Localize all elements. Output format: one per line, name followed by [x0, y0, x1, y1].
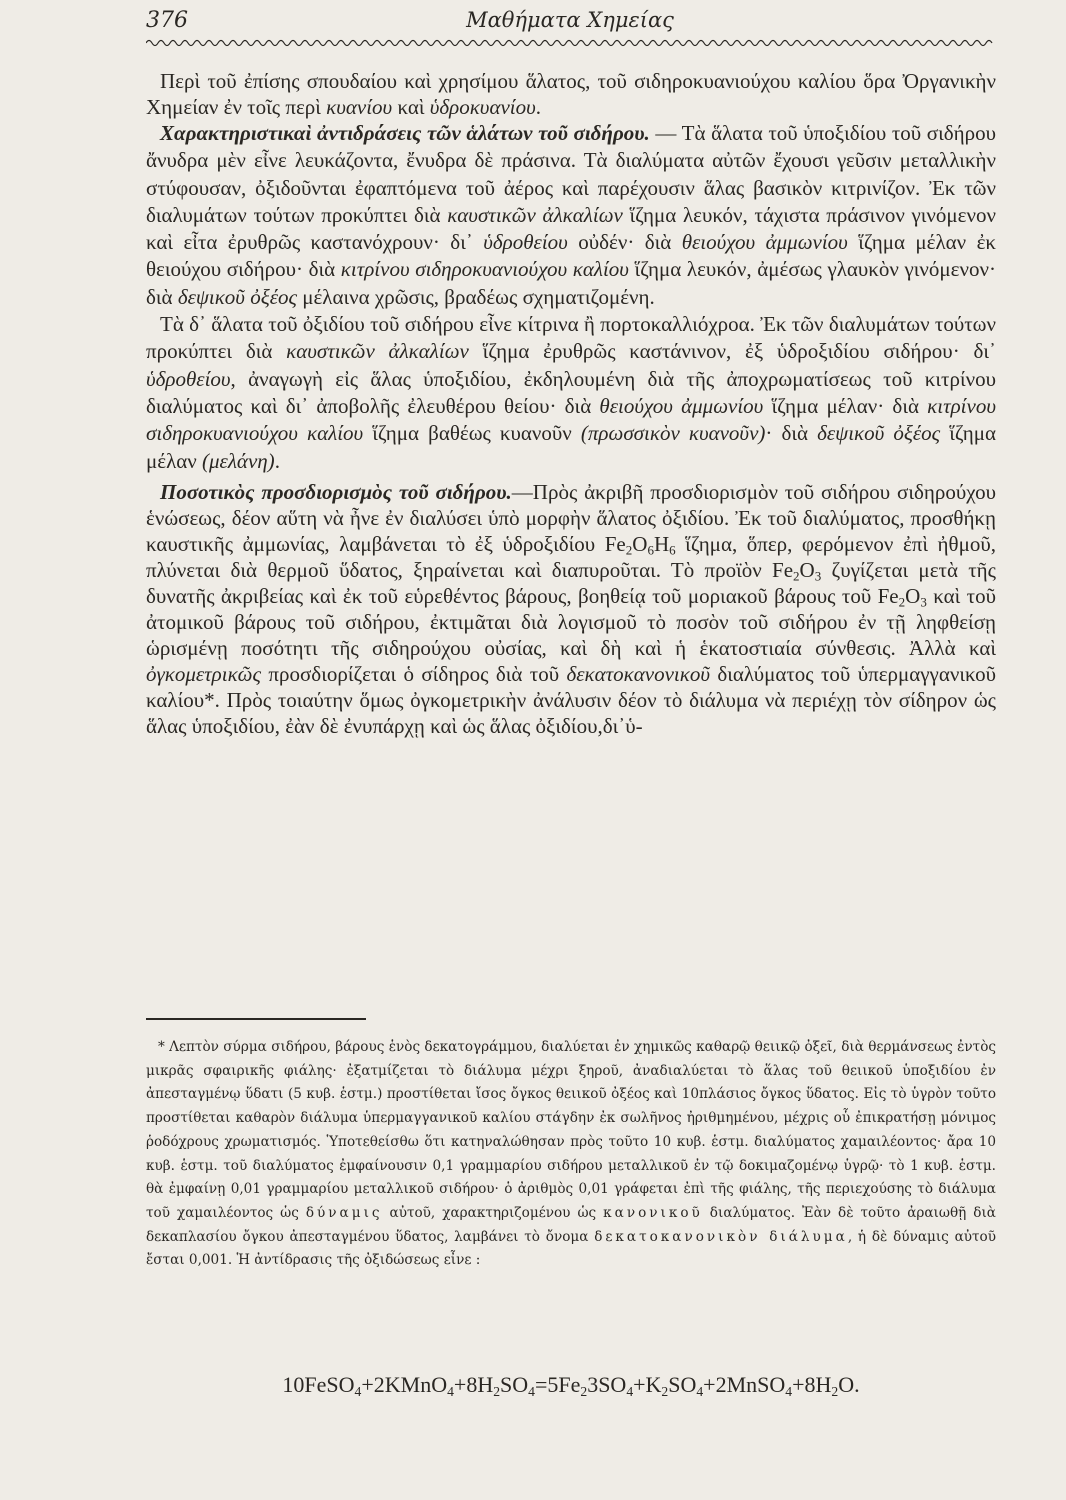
text-run: Τὰ δ᾽ ἅλατα τοῦ ὀξιδίου τοῦ σιδήρου εἶνε κίτρινα ἢ πορτοκαλλιόχροα. Ἐκ τῶν διαλυμάτων τούτων προκύπτει διὰ: [146, 312, 996, 364]
text-run: διαλύματος. Ἐὰν δὲ τοῦτο ἀραιωθῇ διὰ δεκαπλασίου ὄγκου ἀπεσταγμένου ὕδατος, λαμβάνει τὸ ὄνομα: [146, 1204, 996, 1245]
formula-part: O: [905, 583, 921, 608]
italic-term: ὑδροθείου: [483, 230, 568, 255]
text-run: μέλαινα χρῶσις, βραδέως σχηματιζομένη.: [296, 284, 655, 309]
section-heading: Ποσοτικὸς προσδιορισμὸς τοῦ σιδήρου.: [160, 479, 512, 504]
spaced-term: δύναμις: [305, 1204, 383, 1221]
eq-subscript: 2: [580, 1383, 588, 1399]
eq-subscript: 2: [661, 1383, 669, 1399]
formula-part: Fe: [604, 531, 626, 556]
italic-term: καυστικῶν ἀλκαλίων: [286, 339, 469, 364]
eq-subscript: 4: [785, 1383, 793, 1399]
text-run: ἵζημα ἐρυθρῶς καστάνινον, ἐξ ὑδροξιδίου σιδήρου· δι᾽: [468, 339, 996, 364]
formula-part: O: [632, 531, 648, 556]
formula-part: Fe: [772, 557, 794, 582]
formula-subscript: 6: [647, 542, 654, 558]
text-run: ἵζημα μέλαν· διὰ: [763, 393, 928, 418]
formula-subscript: 2: [793, 568, 800, 584]
running-header: [146, 8, 994, 40]
formula-subscript: 3: [920, 594, 927, 610]
italic-term: ὑδροκυανίου: [429, 95, 536, 119]
eq-subscript: 2: [831, 1383, 839, 1399]
text-run: προσδιορίζεται ὁ σίδηρος διὰ τοῦ: [261, 661, 567, 686]
text-run: οὐδέν· διὰ: [567, 230, 682, 255]
page-title: Μαθήματα Χημείας: [466, 8, 674, 32]
italic-term: ὑδροθείου: [146, 366, 231, 391]
formula-subscript: 2: [625, 542, 633, 558]
eq-part: =5Fe: [534, 1372, 581, 1397]
text-run: ἵζημα, ὅπερ, φερόμενον ἐπὶ ἠθμοῦ, πλύνεται διὰ θερμοῦ ὕδατος, ξηραίνεται καὶ διαπυροῦται. Τὸ προϊὸν: [146, 531, 996, 582]
italic-term: καυστικῶν ἀλκαλίων: [447, 202, 623, 227]
eq-part: +2MnSO: [703, 1372, 786, 1397]
eq-part: +2KMnO: [361, 1372, 448, 1397]
eq-subscript: 4: [447, 1383, 454, 1399]
italic-term: θειούχου ἀμμωνίου: [681, 230, 848, 255]
text-run: , ἀναγωγὴ εἰς ἅλας ὑποξιδίου, ἐκδηλουμένη διὰ τῆς ἀποχρωματίσεως τοῦ κιτρίνου διαλύματος καὶ δι᾽ ἀποβολῆς ἐλευθέρου θείου· διὰ: [146, 366, 996, 418]
text-run: — Τὰ ἅλατα τοῦ ὑποξιδίου τοῦ σιδήρου ἄνυδρα μὲν εἶνε λευκάζοντα, ἔνυδρα δὲ πράσινα. Τὰ διαλύματα αὐτῶν ἔχουσι γεῦσιν μεταλλικὴν στύφουσαν, ὀξιδοῦνται ἐφαπτόμενα τοῦ ἀέρος καὶ παρέχουσιν ἅλας βασικὸν κιτρινίζον. Ἐκ τῶν διαλυμάτων τούτων προκύπτει διὰ: [146, 121, 996, 227]
formula-fe2o3: [772, 558, 821, 582]
paragraph-ferrocyanide-note: [146, 68, 996, 120]
eq-part: SO: [668, 1372, 697, 1397]
italic-term: ὀγκομετρικῶς: [146, 661, 262, 686]
text-run: ἵζημα λευκόν, τάχιστα πράσινον γινόμενον καὶ εἶτα ἐρυθρῶς καστανόχρουν· δι᾽: [146, 202, 996, 255]
italic-term: δεψικοῦ ὀξέος: [817, 421, 941, 446]
text-run: ἵζημα βαθέως κυανοῦν: [363, 421, 581, 446]
eq-part: 10FeSO: [282, 1372, 355, 1397]
page-number: 376: [146, 8, 188, 33]
paragraph-ferrous-reactions: [146, 120, 996, 311]
italic-term: δεψικοῦ ὀξέος: [177, 284, 297, 309]
formula-part: O: [799, 557, 815, 582]
eq-part: +K: [633, 1372, 662, 1397]
italic-term: (πρωσσικὸν κυανοῦν): [580, 421, 766, 446]
spaced-term: κανονικοῦ: [603, 1204, 703, 1221]
text-run: καὶ τοῦ ἀτομικοῦ βάρους τοῦ σιδήρου, ἐκτιμᾶται διὰ λογισμοῦ τὸ ποσὸν τοῦ σιδήρου ἐν τῇ ληφθείσῃ ὡρισμένῃ ποσότητι τῆς σιδηρούχου οὐσίας, καὶ δὴ καὶ ἡ ἑκατοστιαία σύνθεσις. Ἀλλὰ καὶ: [146, 583, 996, 660]
section-heading: Χαρακτηριστικαὶ ἀντιδράσεις τῶν ἁλάτων τοῦ σιδήρου.: [160, 121, 650, 145]
italic-term: θειούχου ἀμμωνίου: [599, 393, 764, 418]
text-run: .: [535, 95, 542, 119]
eq-subscript: 4: [696, 1383, 704, 1399]
formula-fe2o3: [878, 584, 927, 608]
text-run: Περὶ τοῦ ἐπίσης σπουδαίου καὶ χρησίμου ἅλατος, τοῦ σιδηροκυανιούχου καλίου ὅρα Ὀργανικὴν Χημείαν ἐν τοῖς περὶ: [146, 69, 996, 119]
eq-part: 3SO: [587, 1372, 627, 1397]
eq-part: SO: [500, 1372, 529, 1397]
eq-part: +8H: [792, 1372, 832, 1397]
footnote-text: [146, 1036, 996, 1273]
formula-part: H: [653, 531, 670, 556]
formula-subscript: 2: [898, 594, 906, 610]
italic-term: κυανίου: [326, 95, 393, 119]
eq-part: O.: [838, 1372, 860, 1397]
italic-term: (μελάνη): [202, 448, 275, 473]
oxidation-equation: [146, 1372, 996, 1398]
footnote: [146, 1036, 996, 1273]
text-run: ἵζημα λευκόν, ἀμέσως γλαυκὸν γινόμενον· διὰ: [146, 257, 996, 309]
eq-subscript: 2: [493, 1383, 501, 1399]
formula-subscript: 3: [814, 568, 822, 584]
main-text: [146, 68, 996, 739]
text-run: καὶ: [392, 95, 430, 119]
header-wavy-rule: [146, 38, 994, 48]
spaced-term: δεκατοκανονικὸν διάλυμα: [594, 1228, 848, 1245]
text-run: * Λεπτὸν σύρμα σιδήρου, βάρους ἑνὸς δεκατογράμμου, διαλύεται ἐν χημικῶς καθαρῷ θειικῷ ὀξεῖ, διὰ θερμάνσεως ἐντὸς μικρᾶς σφαιρικῆς φιάλης· ἐξατμίζεται τὸ διάλυμα μέχρι ξηροῦ, ἀναδιαλύεται τὸ ἅλας τοῦ θειικοῦ ὑποξιδίου ἐν ἀπεσταγμένῳ ὕδατι (5 κυβ. ἑστμ.) προστίθεται ἴσος ὄγκος θειικοῦ ὀξέος καὶ 10πλάσιος ὄγκος ὕδατος. Εἰς τὸ ὑγρὸν τοῦτο προστίθεται καθαρὸν διάλυμα ὑπερμαγγανικοῦ καλίου στάγδην ἐκ σωλῆνος ἠριθμημένου, μέχρις οὗ ἐπικρατήσῃ μόνιμος ῥοδόχρους χρωματισμός. Ὑποτεθείσθω ὅτι κατηναλώθησαν πρὸς τοῦτο 10 κυβ. ἑστμ. διαλύματος χαμαιλέοντος· ἄρα 10 κυβ. ἑστμ. τοῦ διαλύματος ἐμφαίνουσιν 0,1 γραμμαρίου σιδήρου μεταλλικοῦ ἐν τῷ δοκιμαζομένῳ ὑγρῷ· τὸ 1 κυβ. ἑστμ. θὰ ἐμφαίνῃ 0,01 γραμμαρίου μεταλλικοῦ σιδήρου· ὁ ἀριθμὸς 0,01 γράφεται ἐπὶ τῆς φιάλης, τῆς περιεχούσης τὸ διάλυμα τοῦ χαμαιλέοντος ὡς: [146, 1039, 996, 1221]
text-run: αὐτοῦ, χαρακτηριζομένου ὡς: [382, 1204, 604, 1221]
text-run: ἵζημα μέλαν: [146, 421, 997, 473]
paragraph-ferric-reactions: [146, 311, 996, 475]
formula-subscript: 6: [669, 542, 676, 558]
italic-term: κιτρίνου σιδηροκυανιούχου καλίου: [340, 257, 629, 282]
formula-fe2o6h6: [605, 532, 676, 556]
text-run: , ἡ δὲ δύναμις αὐτοῦ ἔσται 0,001. Ἡ ἀντίδρασις τῆς ὀξιδώσεως εἶνε :: [146, 1228, 996, 1269]
paragraph-quantitative: [146, 479, 996, 739]
text-run: .: [274, 448, 280, 473]
formula-part: Fe: [877, 583, 899, 608]
italic-term: δεκατοκανονικοῦ: [566, 661, 710, 686]
text-run: ἵζημα μέλαν ἐκ θειούχου σιδήρου· διὰ: [146, 230, 996, 282]
eq-subscript: 4: [528, 1383, 535, 1399]
text-run: · διὰ: [765, 421, 818, 446]
italic-term: κιτρίνου σιδηροκυανιούχου καλίου: [146, 393, 996, 446]
eq-subscript: 4: [626, 1383, 634, 1399]
eq-part: +8H: [453, 1372, 494, 1397]
footnote-divider: [146, 1018, 366, 1020]
text-run: ζυγίζεται μετὰ τῆς δυνατῆς ἀκριβείας καὶ ἐκ τοῦ εὑρεθέντος βάρους, βοηθείᾳ τοῦ μοριακοῦ βάρους τοῦ: [146, 557, 996, 608]
eq-subscript: 4: [354, 1383, 362, 1399]
text-run: διαλύματος τοῦ ὑπερμαγγανικοῦ καλίου*. Πρὸς τοιαύτην ὅμως ὀγκομετρικὴν ἀνάλυσιν δέον τὸ διάλυμα νὰ περιέχῃ τὸν σίδηρον ὡς ἅλας ὑποξιδίου, ἐὰν δὲ ἐνυπάρχῃ καὶ ὡς ἅλας ὀξιδίου,δι᾽ὑ-: [146, 661, 996, 738]
text-run: —Πρὸς ἀκριβῆ προσδιορισμὸν τοῦ σιδήρου σιδηρούχου ἑνώσεως, δέον αὕτη νὰ ἦνε ἐν διαλύσει ὑπὸ μορφὴν ἅλατος ὀξιδίου. Ἐκ τοῦ διαλύματος, προσθήκῃ καυστικῆς ἀμμωνίας, λαμβάνεται τὸ ἐξ ὑδροξιδίου: [146, 479, 996, 556]
